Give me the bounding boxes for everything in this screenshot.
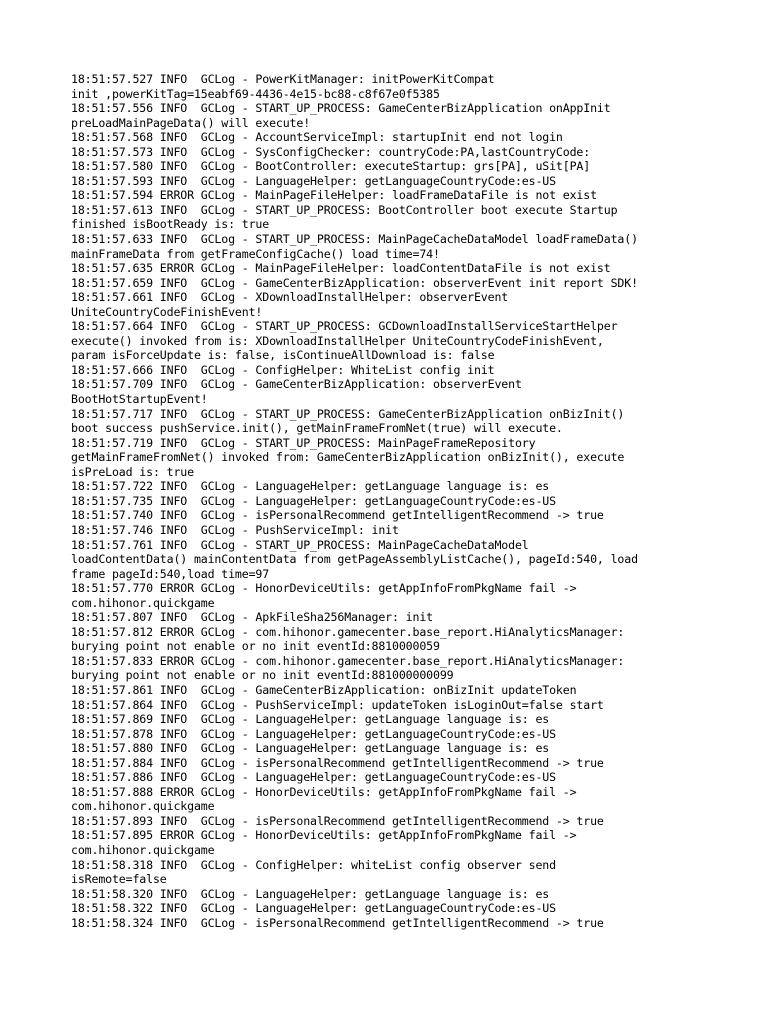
log-line: 18:51:57.740 INFO GCLog - isPersonalRecommend getIntelligentRecommend -> true <box>71 508 604 523</box>
log-line: 18:51:57.770 ERROR GCLog - HonorDeviceUtils: getAppInfoFromPkgName fail -> <box>71 581 577 596</box>
log-line: 18:51:58.324 INFO GCLog - isPersonalRecommend getIntelligentRecommend -> true <box>71 915 604 930</box>
log-line: 18:51:57.594 ERROR GCLog - MainPageFileHelper: loadFrameDataFile is not exist <box>71 188 597 203</box>
log-line: 18:51:57.869 INFO GCLog - LanguageHelper: getLanguage language is: es <box>71 712 550 727</box>
log-line: isPreLoad is: true <box>71 464 194 479</box>
log-line: 18:51:57.527 INFO GCLog - PowerKitManager: initPowerKitCompat <box>71 72 495 86</box>
log-line: 18:51:57.886 INFO GCLog - LanguageHelper: getLanguageCountryCode:es-US <box>71 770 556 785</box>
log-line: 18:51:57.613 INFO GCLog - START_UP_PROCESS: BootController boot execute Startup <box>71 202 618 217</box>
log-line: finished isBootReady is: true <box>71 217 270 232</box>
log-line: preLoadMainPageData() will execute! <box>71 115 311 130</box>
log-line: 18:51:57.893 INFO GCLog - isPersonalRecommend getIntelligentRecommend -> true <box>71 813 604 828</box>
log-line: com.hihonor.quickgame <box>71 799 215 814</box>
log-line: 18:51:57.761 INFO GCLog - START_UP_PROCESS: MainPageCacheDataModel <box>71 537 529 552</box>
log-line: loadContentData() mainContentData from getPageAssemblyListCache(), pageId:540, load <box>71 552 638 567</box>
log-line: com.hihonor.quickgame <box>71 842 215 857</box>
log-line: burying point not enable or no init eventId:8810000059 <box>71 639 440 654</box>
log-line: 18:51:57.812 ERROR GCLog - com.hihonor.gamecenter.base_report.HiAnalyticsManager: <box>71 624 625 639</box>
log-line: getMainFrameFromNet() invoked from: GameCenterBizApplication onBizInit(), execute <box>71 450 625 465</box>
log-line: boot success pushService.init(), getMainFrameFromNet(true) will execute. <box>71 421 563 436</box>
log-line: 18:51:57.593 INFO GCLog - LanguageHelper: getLanguageCountryCode:es-US <box>71 173 556 188</box>
log-line: 18:51:57.635 ERROR GCLog - MainPageFileHelper: loadContentDataFile is not exist <box>71 261 611 276</box>
log-line: com.hihonor.quickgame <box>71 595 215 610</box>
log-line: 18:51:57.666 INFO GCLog - ConfigHelper: WhiteList config init <box>71 362 495 377</box>
log-line: 18:51:57.556 INFO GCLog - START_UP_PROCESS: GameCenterBizApplication onAppInit <box>71 101 611 116</box>
log-line: 18:51:57.709 INFO GCLog - GameCenterBizApplication: observerEvent <box>71 377 522 392</box>
log-line: 18:51:58.320 INFO GCLog - LanguageHelper: getLanguage language is: es <box>71 886 550 901</box>
log-line: 18:51:57.880 INFO GCLog - LanguageHelper: getLanguage language is: es <box>71 741 550 756</box>
log-line: param isForceUpdate is: false, isContinueAllDownload is: false <box>71 348 495 363</box>
log-line: 18:51:57.580 INFO GCLog - BootController: executeStartup: grs[PA], uSit[PA] <box>71 159 591 174</box>
log-line: BootHotStartupEvent! <box>71 392 208 407</box>
log-line: 18:51:57.895 ERROR GCLog - HonorDeviceUtils: getAppInfoFromPkgName fail -> <box>71 828 577 843</box>
log-line: 18:51:57.633 INFO GCLog - START_UP_PROCESS: MainPageCacheDataModel loadFrameData() <box>71 232 638 247</box>
log-line: 18:51:57.664 INFO GCLog - START_UP_PROCESS: GCDownloadInstallServiceStartHelper <box>71 319 618 334</box>
log-line: init ,powerKitTag=15eabf69-4436-4e15-bc88-c8f67e0f5385 <box>71 86 440 101</box>
log-line: 18:51:57.661 INFO GCLog - XDownloadInstallHelper: observerEvent <box>71 290 509 305</box>
log-line: mainFrameData from getFrameConfigCache() load time=74! <box>71 246 440 261</box>
log-line: frame pageId:540,load time=97 <box>71 566 270 581</box>
log-line: 18:51:57.878 INFO GCLog - LanguageHelper: getLanguageCountryCode:es-US <box>71 726 556 741</box>
log-line: 18:51:57.888 ERROR GCLog - HonorDeviceUtils: getAppInfoFromPkgName fail -> <box>71 784 577 799</box>
log-line: 18:51:57.722 INFO GCLog - LanguageHelper: getLanguage language is: es <box>71 479 550 494</box>
log-text-block <box>71 72 751 930</box>
log-line: 18:51:57.719 INFO GCLog - START_UP_PROCESS: MainPageFrameRepository <box>71 435 536 450</box>
log-line: 18:51:57.833 ERROR GCLog - com.hihonor.gamecenter.base_report.HiAnalyticsManager: <box>71 653 625 668</box>
log-line: 18:51:57.659 INFO GCLog - GameCenterBizApplication: observerEvent init report SDK! <box>71 275 638 290</box>
log-line: isRemote=false <box>71 872 167 887</box>
log-line: 18:51:57.861 INFO GCLog - GameCenterBizApplication: onBizInit updateToken <box>71 682 577 697</box>
log-line: 18:51:58.318 INFO GCLog - ConfigHelper: whiteList config observer send <box>71 857 556 872</box>
log-line: 18:51:57.568 INFO GCLog - AccountServiceImpl: startupInit end not login <box>71 130 563 145</box>
log-line: 18:51:57.807 INFO GCLog - ApkFileSha256Manager: init <box>71 610 433 625</box>
log-line: UniteCountryCodeFinishEvent! <box>71 304 263 319</box>
log-line: 18:51:57.884 INFO GCLog - isPersonalRecommend getIntelligentRecommend -> true <box>71 755 604 770</box>
log-line: 18:51:57.735 INFO GCLog - LanguageHelper: getLanguageCountryCode:es-US <box>71 493 556 508</box>
log-line: 18:51:57.573 INFO GCLog - SysConfigChecker: countryCode:PA,lastCountryCode: <box>71 144 591 159</box>
log-line: burying point not enable or no init eventId:881000000099 <box>71 668 454 683</box>
log-line: 18:51:57.717 INFO GCLog - START_UP_PROCESS: GameCenterBizApplication onBizInit() <box>71 406 625 421</box>
log-line: 18:51:58.322 INFO GCLog - LanguageHelper: getLanguageCountryCode:es-US <box>71 901 556 916</box>
log-line: 18:51:57.746 INFO GCLog - PushServiceImpl: init <box>71 522 399 537</box>
log-line: execute() invoked from is: XDownloadInstallHelper UniteCountryCodeFinishEvent, <box>71 333 604 348</box>
log-line: 18:51:57.864 INFO GCLog - PushServiceImpl: updateToken isLoginOut=false start <box>71 697 604 712</box>
